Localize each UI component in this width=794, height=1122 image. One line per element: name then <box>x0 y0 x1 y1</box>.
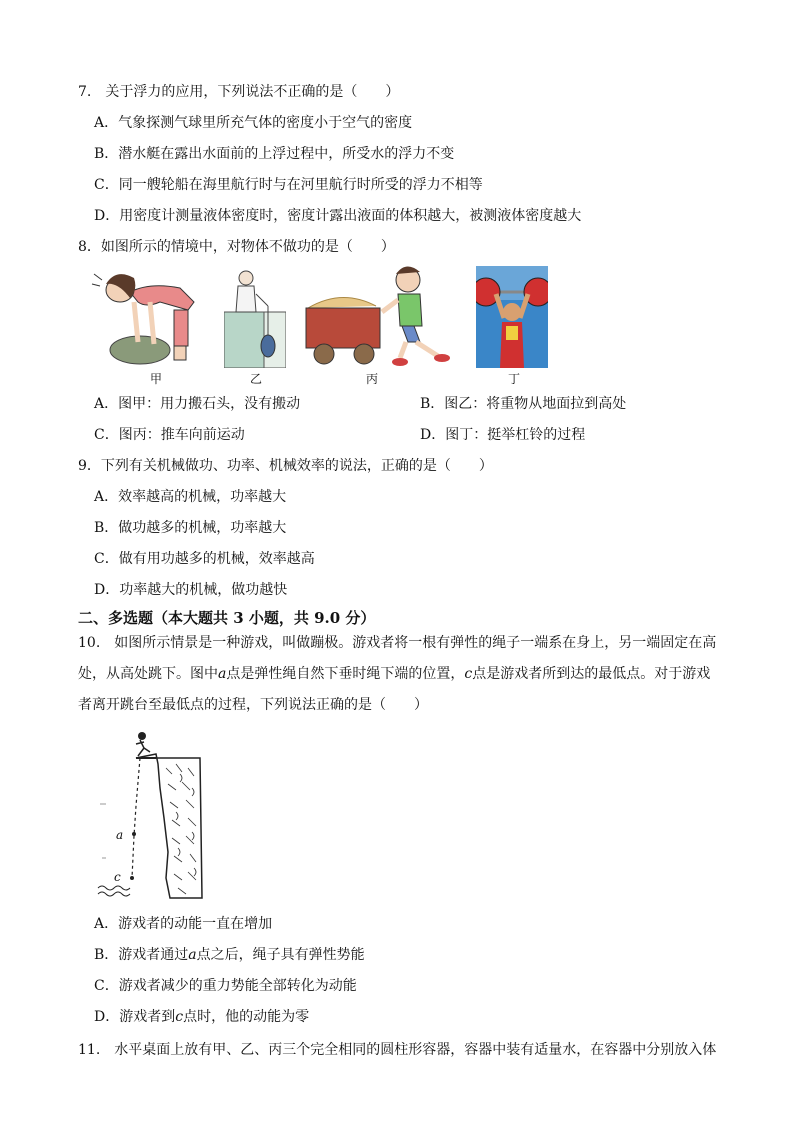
q10-option-a: A．游戏者的动能一直在增加 <box>94 916 273 932</box>
variable-a: a <box>218 666 227 682</box>
q7-option-d: D．用密度计测量液体密度时，密度计露出液面的体积越大，被测液体密度越大 <box>94 208 582 224</box>
figure-caption-bing: 丙 <box>366 372 379 386</box>
q7-stem: 7. 关于浮力的应用，下列说法不正确的是（ ） <box>78 84 400 100</box>
figure-caption-yi: 乙 <box>250 372 263 386</box>
q7-option-c: C．同一艘轮船在海里航行时与在河里航行时所受的浮力不相等 <box>94 177 483 193</box>
figure-ding-illustration <box>476 266 548 368</box>
q7-option-a: A．气象探测气球里所充气体的密度小于空气的密度 <box>94 115 413 131</box>
q9-option-c: C．做有用功越多的机械，效率越高 <box>94 551 315 567</box>
q9-option-a: A．效率越高的机械，功率越大 <box>94 489 287 505</box>
figure-label-a: a <box>116 828 124 842</box>
q8-option-b: B．图乙：将重物从地面拉到高处 <box>420 396 627 412</box>
figure-caption-jia: 甲 <box>150 372 163 386</box>
figure-caption-ding: 丁 <box>508 372 521 386</box>
q10-stem-line1: 10. 如图所示情景是一种游戏，叫做蹦极。游戏者将一根有弹性的绳子一端系在身上，另一端固定在高 <box>78 635 717 651</box>
figure-yi-illustration <box>224 266 286 368</box>
q7-option-b: B．潜水艇在露出水面前的上浮过程中，所受水的浮力不变 <box>94 146 455 162</box>
variable-c: c <box>464 666 473 682</box>
figure-bing-illustration <box>302 262 460 368</box>
figure-jia-illustration <box>90 262 210 368</box>
q8-stem: 8．如图所示的情境中，对物体不做功的是（ ） <box>78 239 395 255</box>
q8-option-c: C．图丙：推车向前运动 <box>94 427 245 443</box>
q9-option-d: D．功率越大的机械，做功越快 <box>94 582 288 598</box>
q11-stem-line1: 11. 水平桌面上放有甲、乙、丙三个完全相同的圆柱形容器，容器中装有适量水，在容器中分别放入体 <box>78 1042 717 1058</box>
q10-stem-line2: 处，从高处跳下。图中a点是弹性绳自然下垂时绳下端的位置，c点是游戏者所到达的最低点。对于游戏 <box>78 666 711 682</box>
q8-option-a: A．图甲：用力搬石头，没有搬动 <box>94 396 301 412</box>
q9-stem: 9．下列有关机械做功、功率、机械效率的说法，正确的是（ ） <box>78 458 493 474</box>
q10-option-c: C．游戏者减少的重力势能全部转化为动能 <box>94 978 357 994</box>
figure-label-c: c <box>114 870 121 884</box>
q10-option-d: D．游戏者到c点时，他的动能为零 <box>94 1009 310 1025</box>
q10-option-b: B．游戏者通过a点之后，绳子具有弹性势能 <box>94 947 365 963</box>
q10-stem-line3: 者离开跳台至最低点的过程，下列说法正确的是（ ） <box>78 697 428 713</box>
section-heading-multiple-choice: 二、多选题（本大题共 3 小题，共 9.0 分） <box>78 609 376 627</box>
q8-option-d: D．图丁：挺举杠铃的过程 <box>420 427 586 443</box>
q9-option-b: B．做功越多的机械，功率越大 <box>94 520 287 536</box>
bungee-jump-figure <box>96 728 206 900</box>
